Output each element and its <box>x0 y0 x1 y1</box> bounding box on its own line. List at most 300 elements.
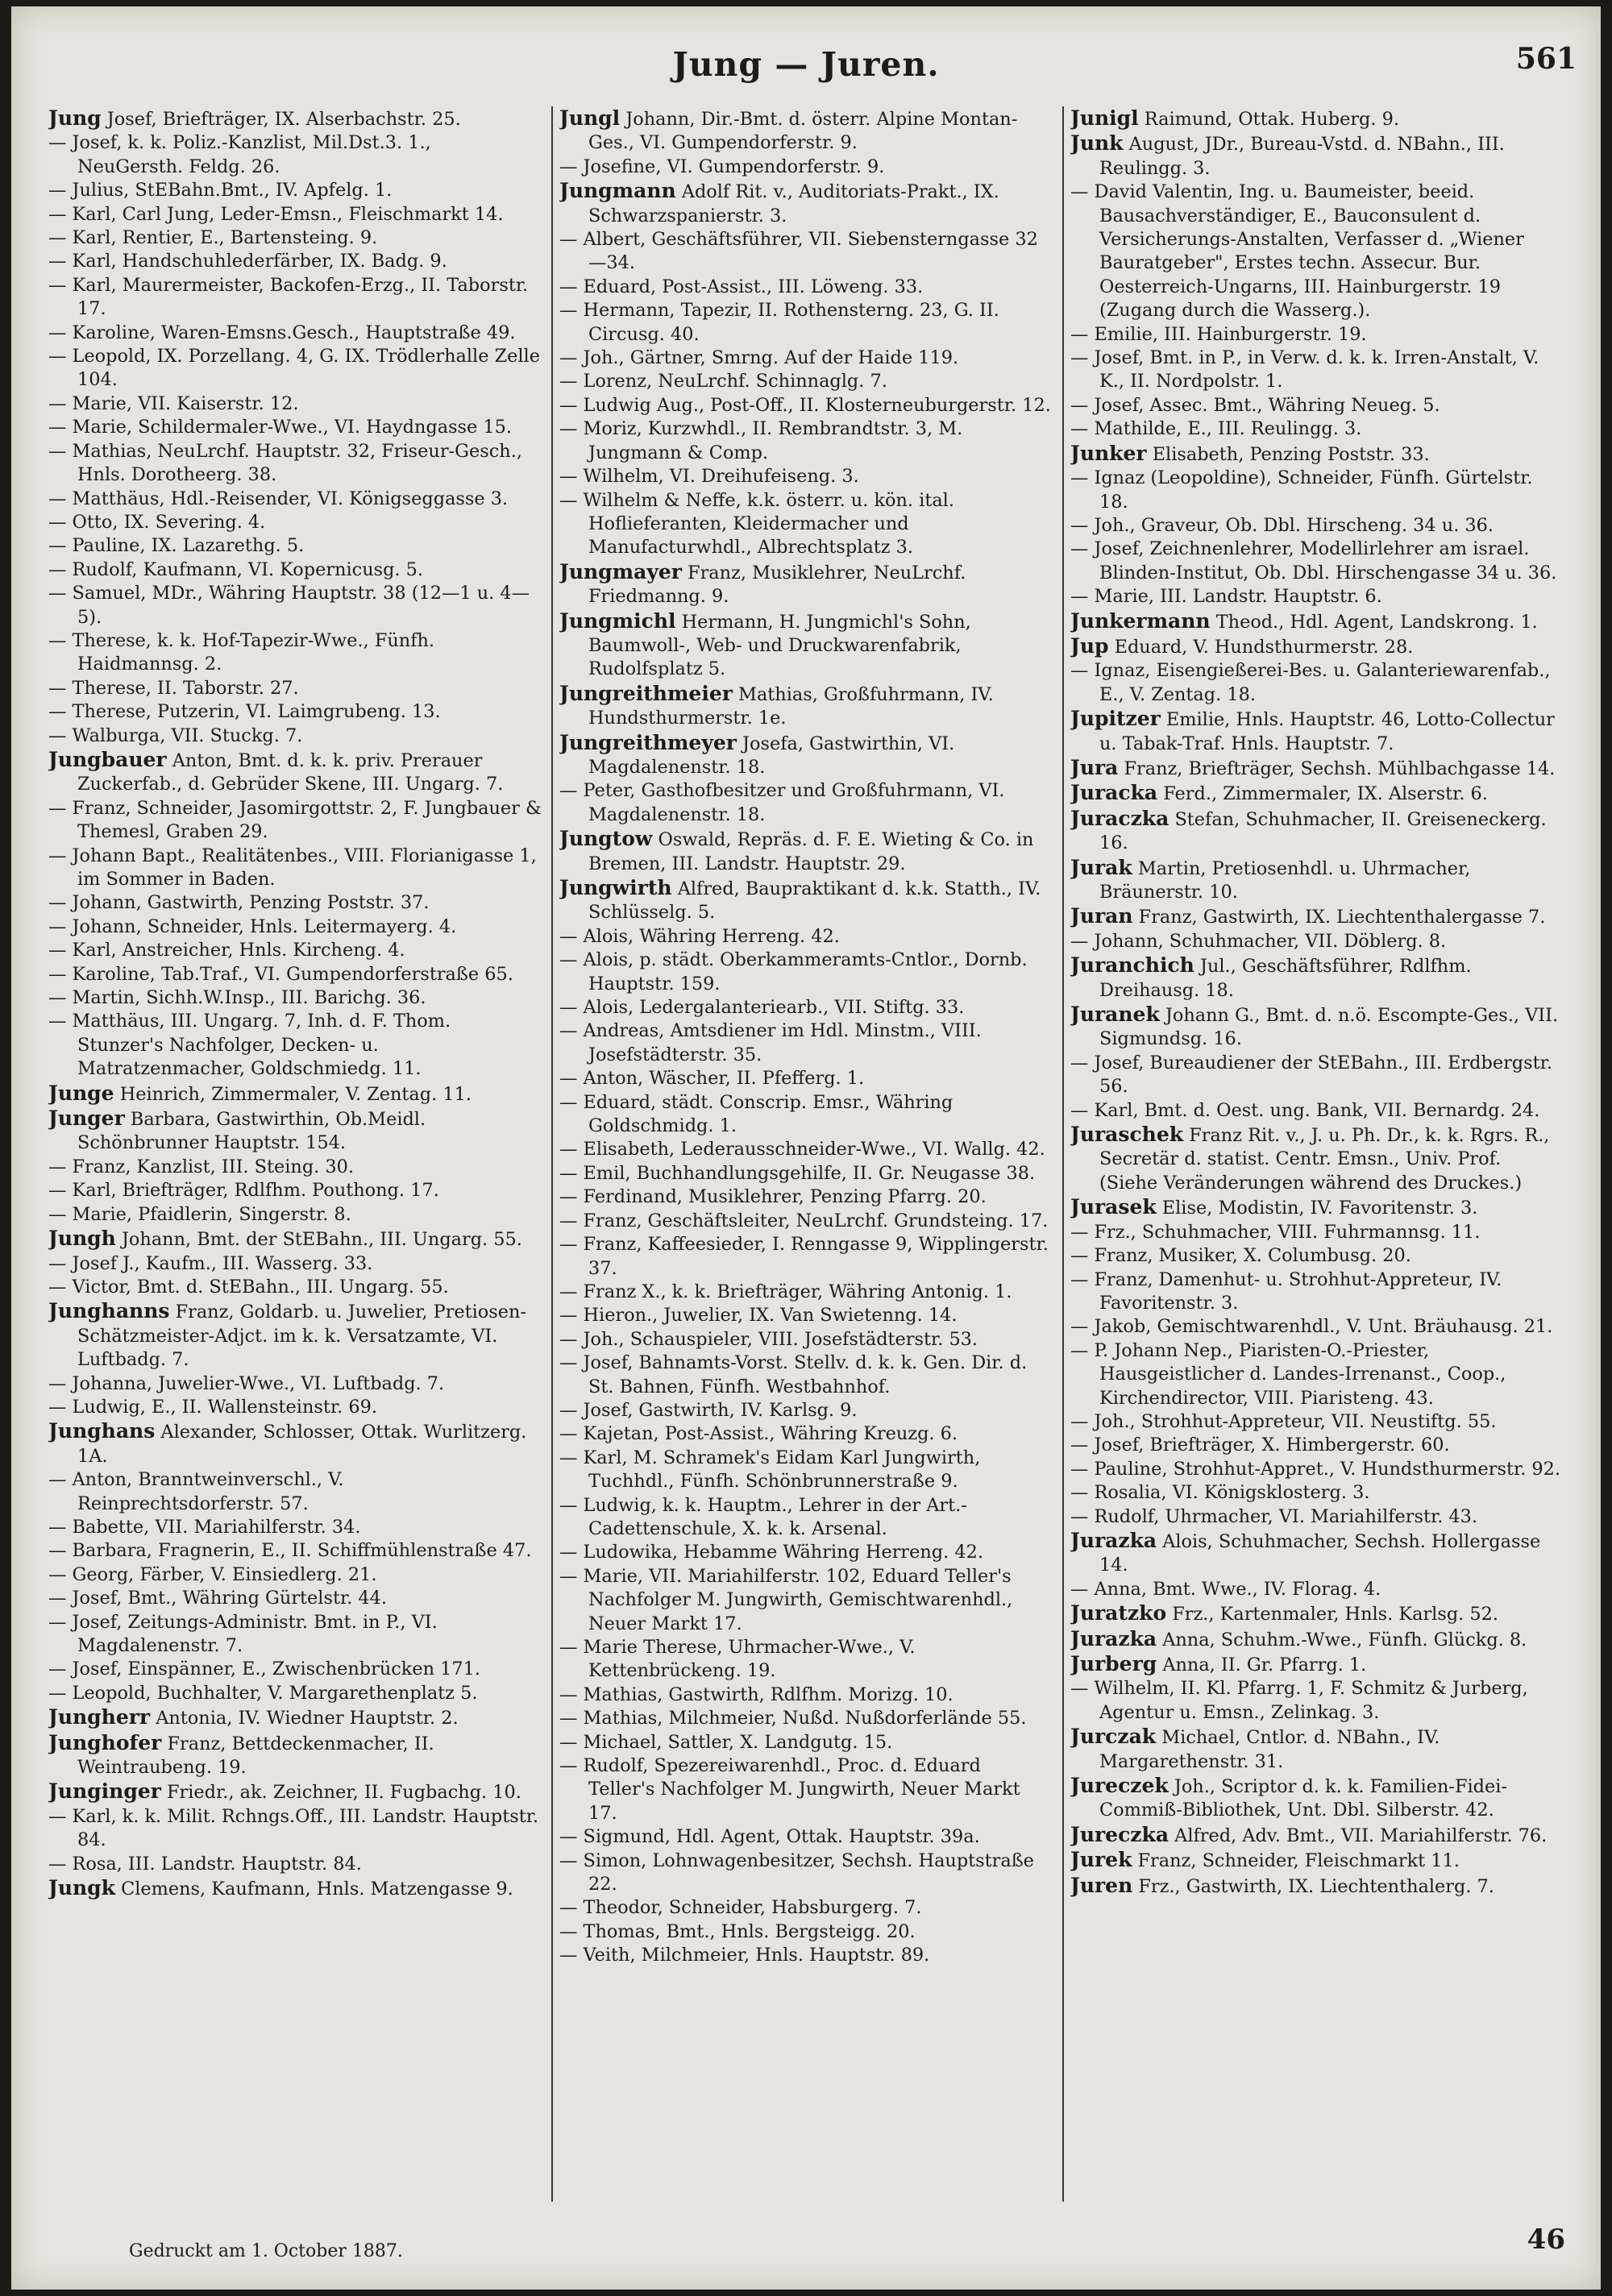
directory-entry <box>1070 807 1564 856</box>
entry-text: — Barbara, Fragnerin, E., II. Schiffmühlenstraße 47. <box>48 1540 532 1562</box>
directory-entry <box>48 677 542 700</box>
entry-text: Friedr., ak. Zeichner, II. Fugbachg. 10. <box>160 1782 521 1804</box>
page-header <box>11 31 1601 87</box>
entry-text: — Leopold, Buchhalter, V. Margarethenplatz 5. <box>48 1682 478 1704</box>
entry-text: — Albert, Geschäftsführer, VII. Siebensterngasse 32—34. <box>559 229 1038 274</box>
directory-entry <box>1070 585 1564 608</box>
entry-text: — Alois, Währing Herreng. 42. <box>559 925 840 947</box>
entry-text: — Eduard, Post-Assist., III. Löweng. 33. <box>559 276 924 297</box>
directory-entry <box>1070 1652 1564 1677</box>
directory-entry <box>48 1419 542 1468</box>
entry-text: — Leopold, IX. Porzellang. 4, G. IX. Trödlerhalle Zelle 104. <box>48 346 540 391</box>
entry-surname: Jungbauer <box>48 747 167 771</box>
entry-text: — Mathias, NeuLrchf. Hauptstr. 32, Friseur-Gesch., Hnls. Dorotheerg. 38. <box>48 440 522 486</box>
entry-surname: Jungmann <box>559 179 676 203</box>
entry-text: — Josef, Bmt. in P., in Verw. d. k. k. Irren-Anstalt, V. K., II. Nordpolstr. 1. <box>1070 347 1539 392</box>
entry-text: Antonia, IV. Wiedner Hauptstr. 2. <box>150 1708 459 1729</box>
entry-text: — Ludwig, k. k. Hauptm., Lehrer in der Art.-Cadettenschule, X. k. k. Arsenal. <box>559 1494 967 1539</box>
entry-text: — Julius, StEBahn.Bmt., IV. Apfelg. 1. <box>48 180 393 201</box>
entry-surname: Jup <box>1070 633 1109 658</box>
entry-text: — Johann, Gastwirth, Penzing Poststr. 37. <box>48 892 430 914</box>
directory-entry <box>48 226 542 250</box>
entry-surname: Jurczak <box>1070 1725 1157 1749</box>
entry-surname: Juracka <box>1070 781 1158 805</box>
entry-text: — Marie, VII. Mariahilferstr. 102, Eduard Teller's Nachfolger M. Jungwirth, Gemischtwarenhdl., Neuer Markt 17. <box>559 1565 1013 1634</box>
directory-entry <box>48 345 542 392</box>
entry-surname: Junginger <box>48 1779 161 1804</box>
entry-text: — P. Johann Nep., Piaristen-O.-Priester, Hausgeistlicher d. Landes-Irrenanst., Coop., Kirchendirector, VIII. Piaristeng. 43. <box>1070 1339 1506 1409</box>
directory-entry <box>559 1850 1053 1897</box>
directory-entry <box>1070 538 1564 585</box>
entry-surname: Juranchich <box>1070 953 1194 978</box>
column-divider <box>551 106 553 2202</box>
directory-entry <box>1070 106 1564 131</box>
entry-text: — Elisabeth, Lederausschneider-Wwe., VI. Wallg. 42. <box>559 1139 1045 1160</box>
entry-text: Joh., Scriptor d. k. k. Familien-Fidei-Commiß-Bibliothek, Unt. Dbl. Silberstr. 42. <box>1099 1776 1507 1821</box>
entry-text: — Theodor, Schneider, Habsburgerg. 7. <box>559 1897 922 1919</box>
directory-entry <box>559 1920 1053 1944</box>
entry-text: — Mathilde, E., III. Reulingg. 3. <box>1070 418 1362 440</box>
page-footer <box>11 2185 1601 2290</box>
entry-text: Emilie, Hnls. Hauptstr. 46, Lotto-Collectur u. Tabak-Traf. Hnls. Hauptstr. 7. <box>1099 709 1555 754</box>
directory-entry <box>48 1082 542 1106</box>
directory-entry <box>48 582 542 629</box>
entry-text: — Ignaz (Leopoldine), Schneider, Fünfh. Gürtelstr. 18. <box>1070 467 1533 513</box>
directory-entry <box>559 370 1053 393</box>
directory-entry <box>48 1779 542 1804</box>
entry-text: — Karl, Anstreicher, Hnls. Kircheng. 4. <box>48 940 405 961</box>
entry-text: Alexander, Schlosser, Ottak. Wurlitzerg. 1A. <box>77 1422 527 1467</box>
entry-surname: Jupitzer <box>1070 707 1161 731</box>
directory-entry <box>559 417 1053 465</box>
entry-text: — Marie, Schildermaler-Wwe., VI. Haydngasse 15. <box>48 417 513 438</box>
entry-surname: Junghanns <box>48 1299 170 1323</box>
print-date: Gedruckt am 1. October 1887. <box>129 2241 403 2261</box>
directory-entry <box>1070 467 1564 514</box>
entry-text: Martin, Pretiosenhdl. u. Uhrmacher, Bräunerstr. 10. <box>1099 857 1471 903</box>
entry-text: — Frz., Schuhmacher, VIII. Fuhrmannsg. 11. <box>1070 1221 1481 1243</box>
directory-entry <box>48 963 542 986</box>
entry-text: Heinrich, Zimmermaler, V. Zentag. 11. <box>114 1083 472 1105</box>
entry-surname: Jureczka <box>1070 1822 1170 1846</box>
directory-entry <box>1070 1601 1564 1626</box>
entry-text: — Andreas, Amtsdiener im Hdl. Minstm., VIII. Josefstädterstr. 35. <box>559 1020 982 1065</box>
directory-entry <box>559 1067 1053 1090</box>
directory-entry <box>48 748 542 797</box>
column-1 <box>48 106 542 2169</box>
directory-entry <box>559 1636 1053 1684</box>
entry-text: Michael, Cntlor. d. NBahn., IV. Margarethenstr. 31. <box>1099 1727 1440 1772</box>
directory-entry <box>48 1106 542 1156</box>
directory-entry <box>559 228 1053 276</box>
directory-entry <box>48 1203 542 1227</box>
entry-text: — Joh., Gärtner, Smrng. Auf der Haide 119. <box>559 347 959 369</box>
directory-entry <box>1070 756 1564 781</box>
entry-text: — Marie, VII. Kaiserstr. 12. <box>48 392 299 414</box>
directory-entry <box>1070 1244 1564 1268</box>
entry-text: — Mathias, Milchmeier, Nußd. Nußdorferlände 55. <box>559 1708 1027 1729</box>
entry-text: — Ludwig, E., II. Wallensteinstr. 69. <box>48 1396 377 1418</box>
entry-text: — Karl, Briefträger, Rdlfhm. Pouthong. 17. <box>48 1180 439 1202</box>
directory-entry <box>48 845 542 892</box>
directory-entry <box>559 106 1053 156</box>
entry-text: Josefa, Gastwirthin, VI. Magdalenenstr. 18. <box>588 733 955 778</box>
directory-entry <box>559 276 1053 299</box>
directory-entry <box>559 1328 1053 1351</box>
entry-text: — Franz, Kanzlist, III. Steing. 30. <box>48 1156 355 1177</box>
directory-entry <box>559 1185 1053 1209</box>
directory-entry <box>48 1468 542 1516</box>
directory-entry <box>1070 1123 1564 1195</box>
entry-text: Oswald, Repräs. d. F. E. Wieting & Co. in Bremen, III. Landstr. Hauptstr. 29. <box>588 829 1034 874</box>
entry-text: — Peter, Gasthofbesitzer und Großfuhrmann, VI. Magdalenenstr. 18. <box>559 780 1005 825</box>
entry-text: — Karl, k. k. Milit. Rchngs.Off., III. Landstr. Hauptstr. 84. <box>48 1805 539 1851</box>
directory-entry <box>559 779 1053 827</box>
entry-text: Johann, Dir.-Bmt. d. österr. Alpine Montan-Ges., VI. Gumpendorferstr. 9. <box>588 109 1018 154</box>
entry-text: Franz, Briefträger, Sechsh. Mühlbachgasse 14. <box>1118 758 1556 779</box>
directory-entry <box>1070 609 1564 634</box>
entry-surname: Jungh <box>48 1227 116 1251</box>
directory-entry <box>1070 131 1564 181</box>
entry-text: Frz., Gastwirth, IX. Liechtenthalerg. 7. <box>1132 1875 1494 1897</box>
entry-surname: Jung <box>48 106 102 130</box>
entry-text: — Martin, Sichh.W.Insp., III. Barichg. 36. <box>48 987 426 1009</box>
directory-entry <box>48 1539 542 1563</box>
entry-surname: Jurazka <box>1070 1528 1157 1552</box>
entry-text: Johann, Bmt. der StEBahn., III. Ungarg. 55. <box>115 1229 522 1251</box>
directory-entry <box>48 797 542 845</box>
entry-text: — Anna, Bmt. Wwe., IV. Florag. 4. <box>1070 1578 1381 1600</box>
directory-entry <box>48 131 542 179</box>
directory-entry <box>48 939 542 962</box>
entry-text: — Emil, Buchhandlungsgehilfe, II. Gr. Neugasse 38. <box>559 1162 1036 1184</box>
directory-entry <box>48 416 542 439</box>
entry-text: — Babette, VII. Mariahilferstr. 34. <box>48 1516 361 1538</box>
directory-entry <box>48 1705 542 1730</box>
entry-surname: Jungmayer <box>559 559 682 583</box>
directory-entry <box>1070 707 1564 756</box>
directory-entry <box>1070 1505 1564 1529</box>
directory-entry <box>559 347 1053 370</box>
directory-entry <box>48 1682 542 1705</box>
entry-text: Anna, Schuhm.-Wwe., Fünfh. Glückg. 8. <box>1157 1629 1527 1650</box>
entry-text: Mathias, Großfuhrmann, IV. Hundsthurmerstr. 1e. <box>588 683 994 729</box>
entry-text: — Johanna, Juwelier-Wwe., VI. Luftbadg. 7. <box>48 1372 445 1394</box>
directory-entry <box>559 1684 1053 1707</box>
directory-entry <box>559 1541 1053 1564</box>
entry-text: — Georg, Färber, V. Einsiedlerg. 21. <box>48 1563 377 1585</box>
directory-entry <box>559 1447 1053 1494</box>
entry-surname: Juraschek <box>1070 1123 1184 1147</box>
entry-text: Ferd., Zimmermaler, IX. Alserstr. 6. <box>1157 783 1488 805</box>
directory-entry <box>559 1019 1053 1067</box>
directory-entry <box>559 682 1053 731</box>
entry-text: — Karl, Rentier, E., Bartensteing. 9. <box>48 227 378 249</box>
directory-entry <box>559 1399 1053 1422</box>
directory-entry <box>559 1754 1053 1825</box>
directory-entry <box>1070 1725 1564 1774</box>
directory-entry <box>48 534 542 558</box>
entry-text: — Wilhelm & Neffe, k.k. österr. u. kön. ital. Hoflieferanten, Kleidermacher und Manufacturwhdl., Albrechtsplatz 3. <box>559 489 954 558</box>
entry-text: — Emilie, III. Hainburgerstr. 19. <box>1070 323 1367 345</box>
directory-entry <box>559 1944 1053 1967</box>
directory-entry <box>1070 930 1564 953</box>
entry-text: Franz, Schneider, Fleischmarkt 11. <box>1132 1850 1460 1872</box>
directory-entry <box>1070 781 1564 806</box>
entry-surname: Jurasek <box>1070 1195 1157 1219</box>
entry-text: — Rudolf, Kaufmann, VI. Kopernicusg. 5. <box>48 558 424 580</box>
entry-text: — Josef J., Kaufm., III. Wasserg. 33. <box>48 1252 373 1274</box>
directory-entry <box>1070 181 1564 322</box>
entry-text: — Ludowika, Hebamme Währing Herreng. 42. <box>559 1542 983 1563</box>
entry-text: — Veith, Milchmeier, Hnls. Hauptstr. 89. <box>559 1945 930 1966</box>
directory-entry <box>1070 1823 1564 1848</box>
entry-text: — Josef, k. k. Poliz.-Kanzlist, Mil.Dst.3. 1., NeuGersth. Feldg. 26. <box>48 132 431 177</box>
entry-surname: Jungtow <box>559 827 653 851</box>
directory-entry <box>559 1422 1053 1446</box>
entry-surname: Jungmichl <box>559 608 676 633</box>
directory-entry <box>1070 1434 1564 1457</box>
directory-entry <box>559 996 1053 1019</box>
entry-text: — Alois, p. städt. Oberkammeramts-Cntlor., Dornb. Hauptstr. 159. <box>559 949 1028 994</box>
entry-text: — Kajetan, Post-Assist., Währing Kreuzg. 6. <box>559 1423 958 1445</box>
entry-surname: Jureczek <box>1070 1774 1169 1798</box>
directory-entry <box>48 392 542 416</box>
entry-text: Franz, Gastwirth, IX. Liechtenthalergasse 7. <box>1132 907 1546 928</box>
entry-text: — Therese, II. Taborstr. 27. <box>48 677 299 699</box>
directory-entry <box>48 106 542 131</box>
directory-entry <box>1070 659 1564 707</box>
entry-surname: Jungk <box>48 1876 115 1900</box>
directory-entry <box>48 488 542 511</box>
entry-text: Anna, II. Gr. Pfarrg. 1. <box>1157 1655 1367 1675</box>
directory-entry <box>559 1494 1053 1542</box>
entry-text: — Josef, Bahnamts-Vorst. Stellv. d. k. k. Gen. Dir. d. St. Bahnen, Fünfh. Westbahnhof. <box>559 1352 1028 1397</box>
directory-columns <box>48 106 1564 2169</box>
directory-entry <box>48 558 542 582</box>
entry-text: Alfred, Adv. Bmt., VII. Mariahilferstr. 76. <box>1169 1825 1548 1846</box>
entry-surname: Jurak <box>1070 855 1132 879</box>
entry-text: — Wilhelm, II. Kl. Pfarrg. 1, F. Schmitz & Jurberg, Agentur u. Emsn., Zelinkag. 3. <box>1070 1678 1528 1723</box>
directory-entry <box>559 1281 1053 1304</box>
entry-text: — Karl, Handschuhlederfärber, IX. Badg. 9. <box>48 251 447 272</box>
directory-entry <box>1070 417 1564 441</box>
directory-entry <box>48 986 542 1010</box>
entry-text: — Franz, Geschäftsleiter, NeuLrchf. Grundsteing. 17. <box>559 1210 1049 1231</box>
directory-entry <box>559 1707 1053 1730</box>
directory-entry <box>48 1227 542 1252</box>
entry-surname: Jungreithmeyer <box>559 730 737 754</box>
directory-entry <box>48 1372 542 1396</box>
directory-entry <box>48 250 542 273</box>
entry-text: — Karl, M. Schramek's Eidam Karl Jungwirth, Tuchhdl., Fünfh. Schönbrunnerstraße 9. <box>559 1447 981 1493</box>
directory-entry <box>48 274 542 322</box>
entry-text: — Josef, Bmt., Währing Gürtelstr. 44. <box>48 1588 388 1609</box>
entry-text: — Johann, Schuhmacher, VII. Döblerg. 8. <box>1070 930 1447 952</box>
entry-text: Elisabeth, Penzing Poststr. 33. <box>1146 443 1430 465</box>
directory-entry <box>559 1351 1053 1399</box>
entry-text: Josef, Briefträger, IX. Alserbachstr. 25. <box>101 109 461 130</box>
directory-entry <box>48 1853 542 1876</box>
directory-entry <box>48 1658 542 1681</box>
entry-surname: Jurberg <box>1070 1652 1157 1675</box>
directory-entry <box>559 1091 1053 1139</box>
entry-surname: Jungwirth <box>559 876 672 899</box>
entry-text: — Anton, Wäscher, II. Pfefferg. 1. <box>559 1068 865 1090</box>
directory-entry <box>48 915 542 939</box>
directory-entry <box>559 925 1053 949</box>
directory-entry <box>1070 634 1564 659</box>
entry-surname: Jungherr <box>48 1705 151 1729</box>
entry-text: Clemens, Kaufmann, Hnls. Matzengasse 9. <box>114 1879 513 1900</box>
entry-text: — David Valentin, Ing. u. Baumeister, beeid. Bausachverständiger, E., Bauconsulent d. Versicherungs-Anstalten, Verfasser d. „Wiener Bauratgeber", Erstes techn. Assecur. Bur. Oesterreich-Ungarns, III. Hainburgerstr. 19 (Zugang durch die Wasserg.). <box>1070 181 1524 322</box>
directory-entry <box>48 1299 542 1372</box>
entry-surname: Jurek <box>1070 1848 1132 1872</box>
directory-entry <box>559 827 1053 876</box>
entry-surname: Junghofer <box>48 1730 162 1754</box>
entry-surname: Junkermann <box>1070 608 1211 633</box>
directory-entry <box>1070 1003 1564 1052</box>
entry-text: Alfred, Baupraktikant d. k.k. Statth., IV. Schlüsselg. 5. <box>588 878 1041 924</box>
entry-text: — Josef, Gastwirth, IV. Karlsg. 9. <box>559 1399 858 1421</box>
entry-text: — Josef, Zeichnenlehrer, Modellirlehrer am israel. Blinden-Institut, Ob. Dbl. Hirschengasse 34 u. 36. <box>1070 538 1557 583</box>
entry-text: Elise, Modistin, IV. Favoritenstr. 3. <box>1156 1198 1478 1219</box>
directory-entry <box>48 1179 542 1202</box>
entry-surname: Juratzko <box>1070 1601 1167 1625</box>
entry-text: — Wilhelm, VI. Dreihufeiseng. 3. <box>559 466 859 488</box>
entry-text: Franz Rit. v., J. u. Ph. Dr., k. k. Rgrs. R., Secretär d. statist. Centr. Emsn., Univ. Prof. (Siehe Veränderungen während des Druckes.) <box>1099 1125 1550 1194</box>
directory-entry <box>48 1587 542 1610</box>
directory-entry <box>1070 953 1564 1003</box>
directory-entry <box>1070 1099 1564 1123</box>
entry-text: Eduard, V. Hundsthurmerstr. 28. <box>1108 636 1414 658</box>
directory-entry <box>1070 1774 1564 1823</box>
entry-text: — Ignaz, Eisengießerei-Bes. u. Galanteriewarenfab., E., V. Zentag. 18. <box>1070 660 1551 705</box>
directory-entry <box>1070 1458 1564 1481</box>
entry-text: — Johann, Schneider, Hnls. Leitermayerg. 4. <box>48 915 457 937</box>
entry-text: — Josef, Zeitungs-Administr. Bmt. in P., VI. Magdalenenstr. 7. <box>48 1611 438 1656</box>
column-divider <box>1062 106 1064 2202</box>
entry-text: — Karoline, Tab.Traf., VI. Gumpendorferstraße 65. <box>48 963 513 985</box>
directory-entry <box>1070 1195 1564 1220</box>
entry-text: Franz, Goldarb. u. Juwelier, Pretiosen-Schätzmeister-Adjct. im k. k. Versatzamte, VI. Luftbadg. 7. <box>77 1302 527 1371</box>
directory-entry <box>48 1876 542 1901</box>
directory-entry <box>1070 514 1564 538</box>
directory-entry <box>1070 904 1564 929</box>
entry-text: — Otto, IX. Severing. 4. <box>48 511 266 533</box>
directory-entry <box>48 891 542 915</box>
directory-entry <box>48 1563 542 1587</box>
entry-text: — Matthäus, III. Ungarg. 7, Inh. d. F. Thom. Stunzer's Nachfolger, Decken- u. Matratzenmacher, Goldschmiedg. 11. <box>48 1011 451 1080</box>
entry-surname: Juran <box>1070 904 1133 928</box>
directory-entry <box>48 629 542 677</box>
directory-entry <box>1070 1481 1564 1505</box>
directory-entry <box>559 394 1053 417</box>
directory-entry <box>559 1210 1053 1233</box>
entry-text: — Pauline, Strohhut-Appret., V. Hundsthurmerstr. 92. <box>1070 1458 1561 1480</box>
directory-entry <box>559 1138 1053 1161</box>
directory-entry <box>559 1565 1053 1636</box>
entry-text: — Hermann, Tapezir, II. Rothensterng. 23, G. II. Circusg. 40. <box>559 300 999 345</box>
entry-text: — Matthäus, Hdl.-Reisender, VI. Königseggasse 3. <box>48 488 509 509</box>
directory-entry <box>559 156 1053 179</box>
directory-entry <box>1070 1052 1564 1099</box>
directory-entry <box>1070 323 1564 347</box>
entry-surname: Junk <box>1070 131 1124 156</box>
directory-entry <box>48 440 542 488</box>
directory-entry <box>1070 1529 1564 1578</box>
entry-text: — Josef, Briefträger, X. Himbergerstr. 60. <box>1070 1434 1450 1456</box>
entry-text: — Alois, Ledergalanteriearb., VII. Stiftg. 33. <box>559 997 965 1019</box>
directory-entry <box>1070 1315 1564 1339</box>
entry-surname: Junge <box>48 1081 114 1105</box>
entry-surname: Junger <box>48 1106 125 1131</box>
entry-text: — Rudolf, Spezereiwarenhdl., Proc. d. Eduard Teller's Nachfolger M. Jungwirth, Neuer Markt 17. <box>559 1755 1020 1824</box>
entry-text: — Thomas, Bmt., Hnls. Bergsteigg. 20. <box>559 1920 916 1942</box>
directory-entry <box>559 179 1053 228</box>
directory-entry <box>48 1731 542 1780</box>
directory-entry <box>559 465 1053 488</box>
entry-text: — Anton, Branntweinverschl., V. Reinprechtsdorferstr. 57. <box>48 1469 344 1514</box>
entry-surname: Jungreithmeier <box>559 681 733 705</box>
column-2 <box>559 106 1053 2169</box>
entry-text: Jul., Geschäftsführer, Rdlfhm. Dreihausg. 18. <box>1099 956 1472 1001</box>
directory-entry <box>48 1611 542 1659</box>
entry-text: — Karl, Carl Jung, Leder-Emsn., Fleischmarkt 14. <box>48 203 504 225</box>
entry-text: — Franz, Kaffeesieder, I. Renngasse 9, Wipplingerstr. 37. <box>559 1234 1049 1279</box>
directory-entry <box>559 876 1053 925</box>
entry-surname: Jurazka <box>1070 1626 1157 1650</box>
entry-text: Adolf Rit. v., Auditoriats-Prakt., IX. Schwarzspanierstr. 3. <box>588 181 999 226</box>
directory-entry <box>48 179 542 202</box>
entry-text: Alois, Schuhmacher, Sechsh. Hollergasse 14. <box>1099 1530 1541 1576</box>
directory-entry <box>48 1396 542 1419</box>
directory-entry <box>1070 1410 1564 1434</box>
directory-entry <box>559 1304 1053 1327</box>
entry-text: — Johann Bapt., Realitätenbes., VIII. Florianigasse 1, im Sommer in Baden. <box>48 845 537 890</box>
entry-text: — Joh., Schauspieler, VIII. Josefstädterstr. 53. <box>559 1328 978 1350</box>
entry-text: Stefan, Schuhmacher, II. Greiseneckerg. 16. <box>1099 808 1547 854</box>
entry-text: — Ludwig Aug., Post-Off., II. Klosterneuburgerstr. 12. <box>559 394 1051 416</box>
entry-text: — Pauline, IX. Lazarethg. 5. <box>48 535 305 557</box>
directory-entry <box>1070 394 1564 417</box>
entry-text: — Victor, Bmt. d. StEBahn., III. Ungarg. 55. <box>48 1276 449 1297</box>
entry-text: — Therese, k. k. Hof-Tapezir-Wwe., Fünfh. Haidmannsg. 2. <box>48 629 435 675</box>
entry-text: Anton, Bmt. d. k. k. priv. Prerauer Zuckerfab., d. Gebrüder Skene, III. Ungarg. 7. <box>77 749 504 795</box>
directory-entry <box>559 731 1053 780</box>
entry-surname: Juraczka <box>1070 806 1170 830</box>
entry-surname: Junker <box>1070 441 1147 465</box>
directory-entry <box>1070 1627 1564 1652</box>
entry-text: — Mathias, Gastwirth, Rdlfhm. Morizg. 10. <box>559 1684 953 1705</box>
signature-number: 46 <box>1527 2223 1565 2256</box>
column-3 <box>1070 106 1564 2169</box>
entry-text: — Josef, Bureaudiener der StEBahn., III. Erdbergstr. 56. <box>1070 1052 1552 1098</box>
entry-text: — Eduard, städt. Conscrip. Emsr., Währing Goldschmidg. 1. <box>559 1091 953 1137</box>
directory-entry <box>559 1825 1053 1849</box>
entry-text: — Franz X., k. k. Briefträger, Währing Antonig. 1. <box>559 1281 1012 1302</box>
entry-text: — Lorenz, NeuLrchf. Schinnaglg. 7. <box>559 371 887 392</box>
directory-entry <box>1070 1339 1564 1410</box>
entry-text: — Sigmund, Hdl. Agent, Ottak. Hauptstr. 39a. <box>559 1826 980 1848</box>
entry-surname: Juren <box>1070 1873 1133 1897</box>
entry-text: — Franz, Damenhut- u. Strohhut-Appreteur, IV. Favoritenstr. 3. <box>1070 1268 1502 1314</box>
directory-entry <box>559 299 1053 347</box>
entry-text: Franz, Musiklehrer, NeuLrchf. Friedmanng. 9. <box>588 562 966 608</box>
entry-surname: Junigl <box>1070 106 1139 130</box>
directory-entry <box>48 1252 542 1276</box>
entry-text: — Jakob, Gemischtwarenhdl., V. Unt. Bräuhausg. 21. <box>1070 1316 1553 1338</box>
